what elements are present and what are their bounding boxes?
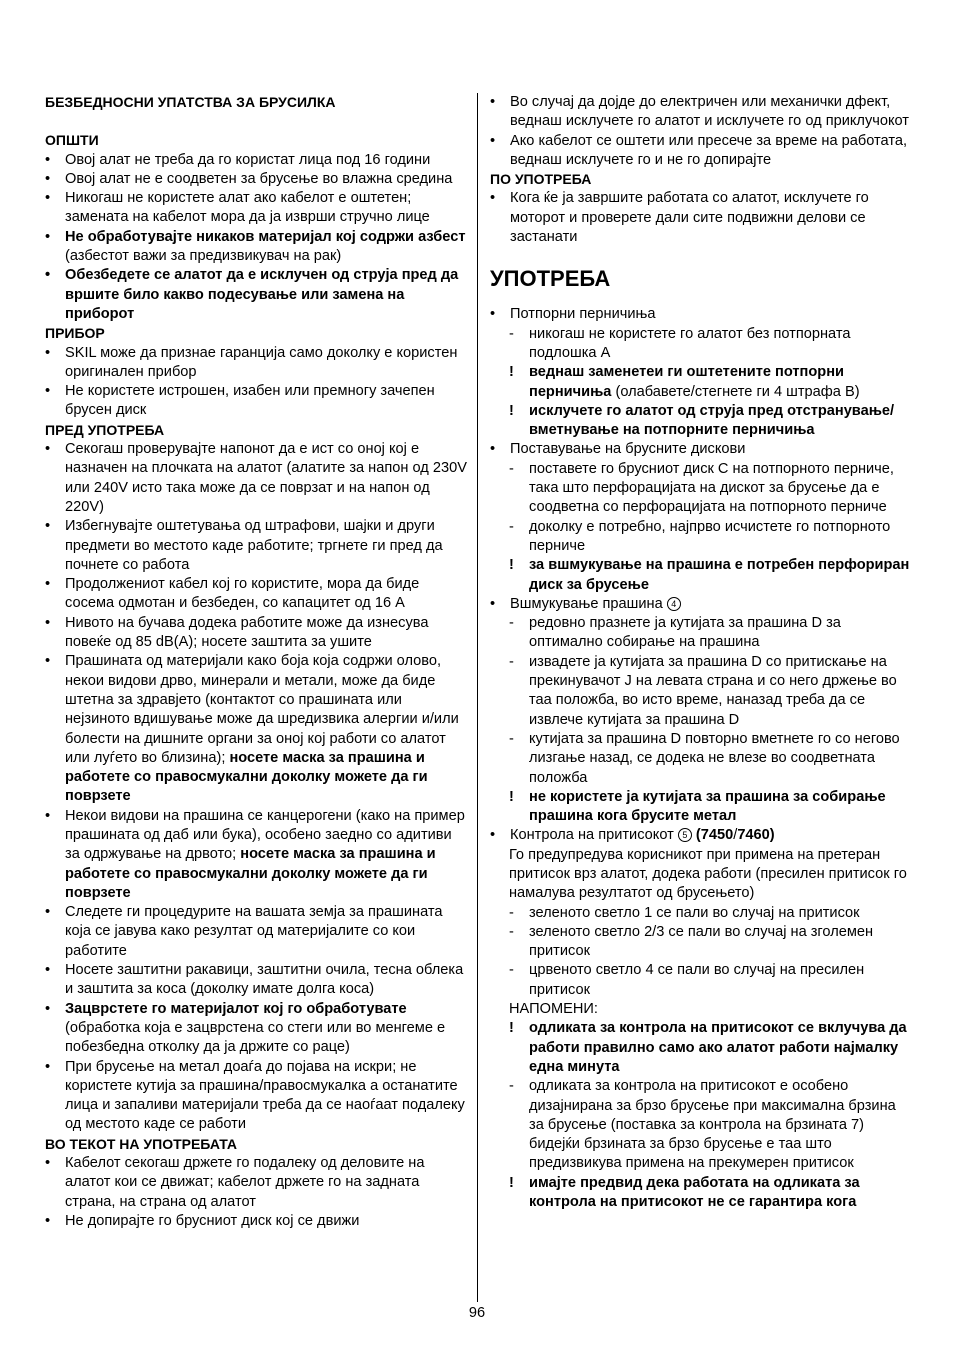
- text: (олабавете/стегнете ги 4 штрафа B): [611, 383, 860, 400]
- list-item-pads: • Потпорни перничиња: [490, 305, 910, 324]
- list-item: [45, 652, 467, 806]
- list-item: • Носете заштитни ракавици, заштитни очила, тесна облека и заштита за коса (доколку имате долга коса): [45, 961, 467, 1000]
- list-item: • Во случај да дојде до електричен или механички дфект, веднаш исклучете го алатот и исклучете го од приклучокот: [490, 93, 910, 132]
- column-divider: [477, 93, 478, 1302]
- list-item: • Кабелот секогаш држете го подалеку од деловите на алатот кои се движат; кабелот држете го на задната страна, на страна од алатот: [45, 1154, 467, 1212]
- list-item: • Овој алат не треба да го користат лица под 16 години: [45, 151, 467, 170]
- warning-item: ! за вшмукување на прашина е потребен перфориран диск за брусење: [490, 556, 910, 595]
- page-number: 96: [468, 1305, 486, 1321]
- figure-ref-icon: 5: [678, 828, 692, 842]
- text: Контрола на притисокот: [510, 827, 678, 844]
- list-item: • Секогаш проверувајте напонот да е ист со оној кој е назначен на плочката на алатот (алатите за напон од 230V или 240V исто така може да се поврзат и на напон од 220V): [45, 440, 467, 517]
- warning-item: [490, 363, 910, 402]
- sub-item: - кутијата за прашина D повторно вметнете го со негово лизгање назад, се додека не влезе во соодветната положба: [490, 730, 910, 788]
- bold-text: Не обработувајте никаков материјал кој содржи азбест: [65, 228, 466, 245]
- sub-item: - извадете ја кутијата за прашина D со притискање на прекинувачот J на левата страна и со него држење во таа положба, во исто време, наназад треба да се извлече кутијата за прашина D: [490, 653, 910, 730]
- heading-after-use: ПО УПОТРЕБА: [490, 171, 592, 188]
- sub-item: - поставете го брусниот диск C на потпорното перниче, така што перфорацијата на дискот за брусење да е соодветна со перфорацијата на потпорното перниче: [490, 460, 910, 518]
- text: /: [733, 827, 738, 844]
- list-item: • При брусење на метал доаѓа до појава на искри; не користете кутија за прашина/правосмукалка а останатите лица и запаливи материјали треба да се наоѓаат подалеку од местото каде се работи: [45, 1058, 467, 1135]
- model-number: 7450: [700, 827, 734, 844]
- bold-text: носете маска за прашина и работете со правосмукални доколку можете да ги поврзете: [65, 846, 436, 901]
- sub-item: - никогаш не користете го алатот без потпорната подлошка A: [490, 325, 910, 364]
- sub-item: - црвеното светло 4 се пали во случај на пресилен притисок: [490, 961, 910, 1000]
- text: (: [691, 827, 701, 844]
- usage-title: УПОТРЕБА: [490, 266, 611, 292]
- list-item-discs: • Поставување на брусните дискови: [490, 440, 910, 459]
- list-item: • Не користете истрошен, изабен или премногу зачепен брусен диск: [45, 382, 467, 421]
- text: (азбестот важи за предизвикувач на рак): [65, 248, 342, 265]
- notes-label: НАПОМЕНИ:: [509, 1001, 598, 1018]
- warning-item: ! одликата за контрола на притисокот се вклучува да работи правилно само ако алатот работи најмалку една минута: [490, 1019, 910, 1077]
- sub-item: - одликата за контрола на притисокот е особено дизајнирана за брзо брусење при максимална брзина за брусење (поставка за контрола на брзината 7) бидејќи брзината за брзо брусење е таа што предизвикува примена на прекумерен притисок: [490, 1077, 910, 1173]
- sub-item: - зеленото светло 2/3 се пали во случај на зголемен притисок: [490, 923, 910, 962]
- heading-accessories: ПРИБОР: [45, 325, 105, 342]
- list-item: • Следете ги процедурите на вашата земја за прашината која се јавува како резултат од материјалите со кои работите: [45, 903, 467, 961]
- heading-before-use: ПРЕД УПОТРЕБА: [45, 421, 165, 438]
- list-item: • Овој алат не е соодветен за брусење во влажна средина: [45, 170, 467, 189]
- list-item: [45, 228, 467, 267]
- warning-item: ! имајте предвид дека работата на одликата за контрола на притисокот не се гарантира кога: [490, 1174, 910, 1213]
- heading-during-use: ВО ТЕКОТ НА УПОТРЕБАТА: [45, 1135, 238, 1152]
- bold-text: носете маска за прашина и работете со правосмукални доколку можете да ги поврзете: [65, 749, 428, 805]
- heading-general: ОПШТИ: [45, 132, 99, 149]
- sub-item: - зеленото светло 1 се пали во случај на притисок: [490, 904, 910, 923]
- sub-item: - редовно празнете ја кутијата за прашина D за оптимално собирање на прашина: [490, 614, 910, 653]
- list-item: [45, 1000, 467, 1058]
- figure-ref-icon: 4: [667, 597, 681, 611]
- text: Вшмукување прашина: [510, 595, 667, 612]
- list-item: • Нивото на бучава додека работите може да изнесува повеќе од 85 dB(A); носете заштита за ушите: [45, 614, 467, 653]
- list-item-pressure: [490, 826, 910, 845]
- list-item: • Кога ќе ја завршите работата со алатот, исклучете го моторот и проверете дали сите подвижни делови се застанати: [490, 189, 910, 247]
- list-item: • Избегнувајте оштетувања од штрафови, шајки и други предмети во местото каде работите; тргнете ги пред да почнете со работа: [45, 517, 467, 575]
- list-item: • Ако кабелот се оштети или пресече за време на работата, веднаш исклучете го и не го допирајте: [490, 132, 910, 171]
- list-item: • SKIL може да признае гаранција само доколку е користен оригинален прибор: [45, 344, 467, 383]
- model-number: 7460: [737, 827, 770, 844]
- text: Некои видови на прашина се канцерогени (како на пример прашината од даб или бука), особено заедно со адитиви за одржување на дрвото;: [65, 807, 465, 863]
- bold-text: веднаш заменетеи ги оштетените потпорни перничиња: [529, 364, 844, 400]
- list-item: • Обезбедете се алатот да е исклучен од струја пред да вршите било какво подесување или замена на приборот: [45, 266, 467, 324]
- text: (обработка која е зацврстена со стеги или во менгеме е побезбедна отколку да ја држите со раце): [65, 1019, 446, 1056]
- warning-item: ! не користете ја кутијата за прашина за собирање прашина кога брусите метал: [490, 788, 910, 827]
- list-item-dust: [490, 595, 910, 614]
- bold-text: Зацврстете го материјалот кој го обработувате: [65, 1000, 407, 1017]
- list-item: • Никогаш не користете алат ако кабелот е оштетен; замената на кабелот мора да ја изврши стручно лице: [45, 189, 467, 228]
- right-column: [490, 93, 910, 1212]
- sub-item: - доколку е потребно, најпрво исчистете го потпорното перниче: [490, 518, 910, 557]
- list-item: • Не допирајте го брусниот диск кој се движи: [45, 1212, 467, 1231]
- section-title: БЕЗБЕДНОСНИ УПАТСТВА ЗА БРУСИЛКА: [45, 94, 336, 110]
- list-item: [45, 807, 467, 903]
- text: ): [769, 827, 775, 844]
- warning-item: ! исклучете го алатот од струја пред отстранување/вметнување на потпорните перничиња: [490, 402, 910, 441]
- text: Прашината од материјали како боја која содржи олово, некои видови дрво, минерали и метали, може да биде штетна за здравјето (контактот со прашината или нејзиното вдишување може да шредизвика алергии и/или болести на дишните органи за оној кој работи со алатот или луѓето во близина);: [65, 653, 459, 766]
- list-item: • Продолжениот кабел кој го користите, мора да биде сосема одмотан и безбеден, со капацитет од 16 A: [45, 575, 467, 614]
- left-column: [45, 93, 467, 1231]
- paragraph: Го предупредува корисникот при примена на претеран притисок врз алатот, додека работи (пресилен притисок го намалува резултатот од брусењето): [509, 846, 907, 902]
